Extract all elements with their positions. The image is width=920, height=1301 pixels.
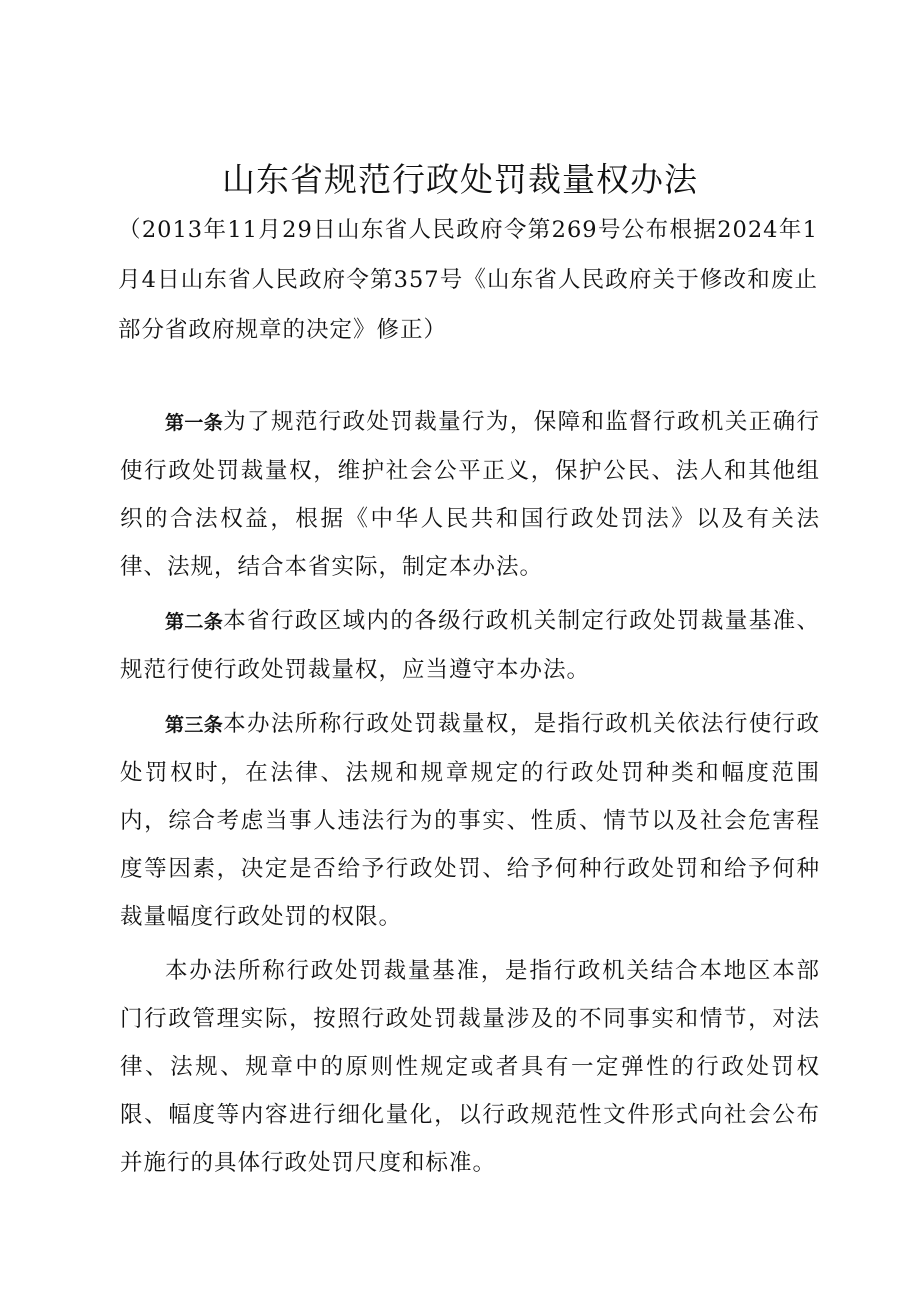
article-text: 本办法所称行政处罚裁量基准，是指行政机关结合本地区本部门行政管理实际，按照行政处罚裁量涉及的不同事实和情节，对法律、法规、规章中的原则性规定或者具有一定弹性的行政处罚权限、幅度等内容进行细化量化，以行政规范性文件形式向社会公布并施行的具体行政处罚尺度和标准。 — [120, 958, 820, 1176]
article-paragraph — [120, 947, 820, 1187]
document-title: 山东省规范行政处罚裁量权办法 — [222, 160, 698, 199]
article-text: 本省行政区域内的各级行政机关制定行政处罚裁量基准、规范行使行政处罚裁量权，应当遵守本办法。 — [120, 608, 820, 683]
article-paragraph — [120, 700, 820, 941]
article-paragraph — [120, 398, 820, 591]
article-text: 本办法所称行政处罚裁量权，是指行政机关依法行使行政处罚权时，在法律、法规和规章规定的行政处罚种类和幅度范围内，综合考虑当事人违法行为的事实、性质、情节以及社会危害程度等因素，决定是否给予行政处罚、给予何种行政处罚和给予何种裁量幅度行政处罚的权限。 — [120, 711, 820, 930]
article-text: 为了规范行政处罚裁量行为，保障和监督行政机关正确行使行政处罚裁量权，维护社会公平正义，保护公民、法人和其他组织的合法权益，根据《中华人民共和国行政处罚法》以及有关法律、法规，结合本省实际，制定本办法。 — [120, 409, 820, 580]
article-number: 第一条 — [165, 412, 224, 434]
amendment-note: （2013年11月29日山东省人民政府令第269号公布根据2024年1月4日山东省人民政府令第357号《山东省人民政府关于修改和废止部分省政府规章的决定》修正） — [118, 217, 818, 343]
article-paragraph — [120, 597, 820, 694]
article-number: 第二条 — [165, 611, 224, 633]
document-body — [120, 398, 820, 1193]
article-number: 第三条 — [165, 714, 224, 736]
